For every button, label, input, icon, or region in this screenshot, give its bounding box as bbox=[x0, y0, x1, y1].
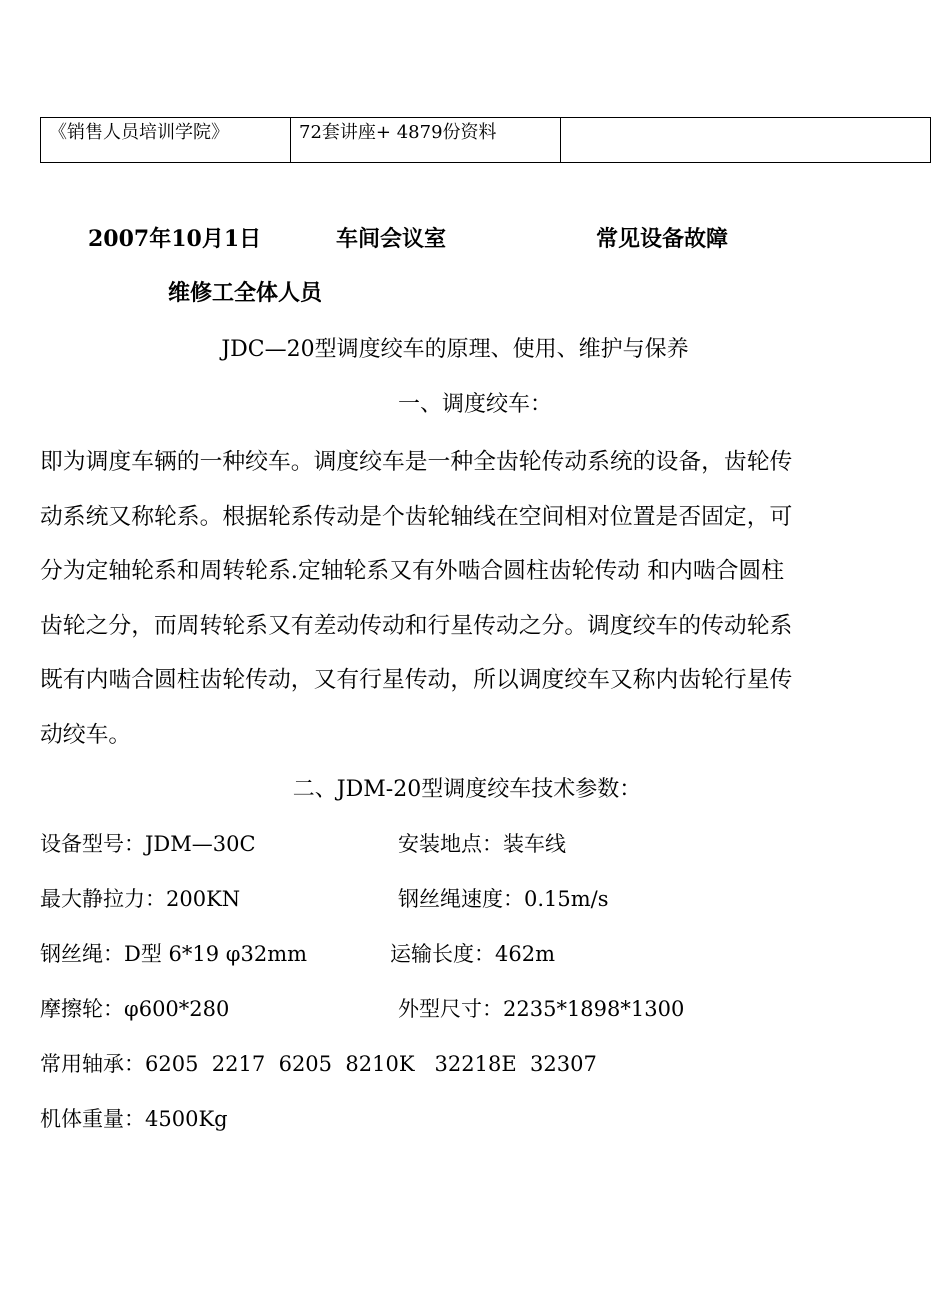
meeting-topic: 常见设备故障 bbox=[596, 226, 729, 252]
header-table bbox=[40, 117, 931, 163]
table-cell-empty bbox=[561, 118, 931, 163]
meeting-attendees: 维修工全体人员 bbox=[168, 280, 323, 306]
table-row bbox=[41, 118, 931, 163]
param-weight: 机体重量：4500Kg bbox=[40, 1107, 228, 1131]
meeting-date: 2007年10月1日 bbox=[88, 226, 262, 252]
body-line: 齿轮之分，而周转轮系又有差动传动和行星传动之分。调度绞车的传动轮系 bbox=[40, 612, 793, 639]
body-line: 即为调度车辆的一种绞车。调度绞车是一种全齿轮传动系统的设备，齿轮传 bbox=[40, 449, 793, 475]
section2-heading: 二、JDM-20型调度绞车技术参数： bbox=[292, 777, 642, 802]
document-title: JDC—20型调度绞车的原理、使用、维护与保养 bbox=[221, 337, 689, 362]
param-transport-length: 运输长度：462m bbox=[390, 942, 555, 966]
body-line: 动绞车。 bbox=[40, 721, 132, 748]
param-install-location: 安装地点：装车线 bbox=[398, 832, 566, 856]
meeting-location: 车间会议室 bbox=[336, 226, 447, 252]
param-wire-rope: 钢丝绳：D型 6*19 φ32mm bbox=[40, 942, 308, 966]
table-cell-materials: 72套讲座+ 4879份资料 bbox=[291, 118, 561, 163]
param-max-tension: 最大静拉力：200KN bbox=[40, 887, 241, 911]
table-cell-course: 《销售人员培训学院》 bbox=[41, 118, 291, 163]
param-friction-wheel: 摩擦轮：φ600*280 bbox=[40, 997, 230, 1021]
section1-body bbox=[40, 435, 870, 762]
body-line: 分为定轴轮系和周转轮系.定轴轮系又有外啮合圆柱齿轮传动 和内啮合圆柱 bbox=[40, 558, 784, 584]
body-line: 动系统又称轮系。根据轮系传动是个齿轮轴线在空间相对位置是否固定，可 bbox=[40, 503, 793, 530]
param-bearings: 常用轴承：6205 2217 6205 8210K 32218E 32307 bbox=[40, 1052, 597, 1076]
param-dimensions: 外型尺寸：2235*1898*1300 bbox=[398, 997, 685, 1021]
param-model: 设备型号：JDM—30C bbox=[40, 832, 256, 856]
section1-heading: 一、调度绞车： bbox=[397, 392, 552, 417]
param-rope-speed: 钢丝绳速度：0.15m/s bbox=[398, 887, 609, 911]
body-line: 既有内啮合圆柱齿轮传动，又有行星传动，所以调度绞车又称内齿轮行星传 bbox=[40, 667, 793, 693]
